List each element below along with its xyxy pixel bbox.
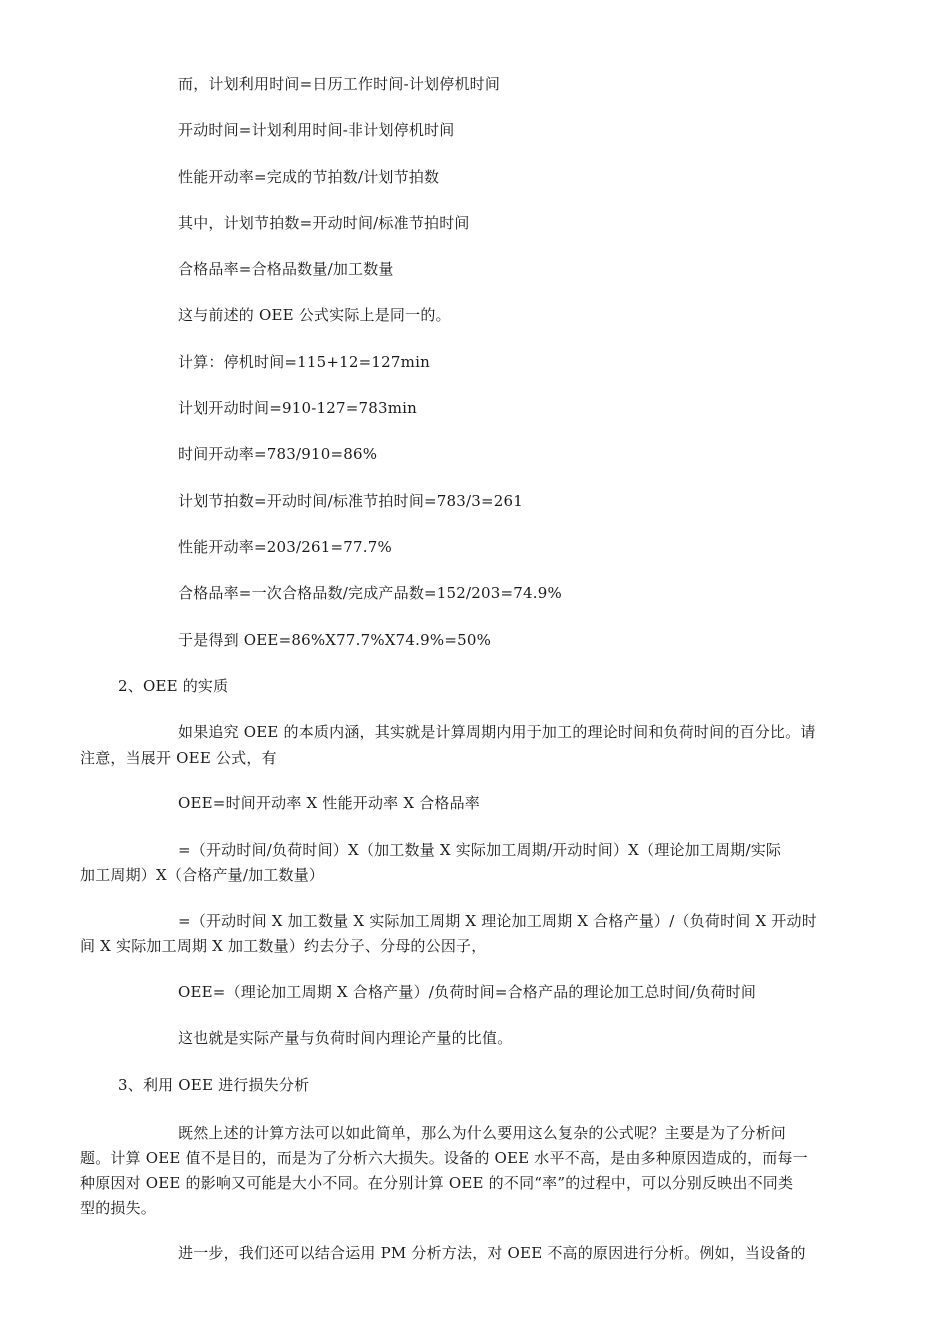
text-line: 时间开动率=783/910=86% — [178, 445, 378, 463]
text-line: 性能开动率=203/261=77.7% — [178, 538, 392, 556]
text-line: 计划节拍数=开动时间/标准节拍时间=783/3=261 — [178, 492, 524, 510]
section-heading: 3、利用 OEE 进行损失分析 — [118, 1076, 310, 1094]
text-line: 这也就是实际产量与负荷时间内理论产量的比值。 — [178, 1029, 513, 1047]
text-line: 于是得到 OEE=86%X77.7%X74.9%=50% — [178, 631, 492, 649]
paragraph-line: 如果追究 OEE 的本质内涵，其实就是计算周期内用于加工的理论时间和负荷时间的百分比。请 — [178, 723, 816, 741]
text-line: 计算：停机时间=115+12=127min — [178, 353, 430, 371]
text-line: 合格品率=一次合格品数/完成产品数=152/203=74.9% — [178, 584, 562, 602]
formula-line: =（开动时间 X 加工数量 X 实际加工周期 X 理论加工周期 X 合格产量）/（负荷时间 X 开动时 — [178, 912, 817, 930]
formula-line: 间 X 实际加工周期 X 加工数量）约去分子、分母的公因子， — [80, 937, 487, 955]
formula-line: 加工周期）X（合格产量/加工数量） — [80, 866, 325, 884]
text-line: 计划开动时间=910-127=783min — [178, 399, 417, 417]
paragraph-line: 种原因对 OEE 的影响又可能是大小不同。在分别计算 OEE 的不同“率”的过程中，可以分别反映出不同类 — [80, 1174, 794, 1192]
paragraph-line: 既然上述的计算方法可以如此简单，那么为什么要用这么复杂的公式呢？主要是为了分析问 — [178, 1124, 787, 1142]
paragraph-line: 题。计算 OEE 值不是目的，而是为了分析六大损失。设备的 OEE 水平不高，是由多种原因造成的，而每一 — [80, 1149, 808, 1167]
formula-line: =（开动时间/负荷时间）X（加工数量 X 实际加工周期/开动时间）X（理论加工周期/实际 — [178, 841, 782, 859]
text-line: 而，计划利用时间=日历工作时间-计划停机时间 — [178, 75, 501, 93]
text-line: 这与前述的 OEE 公式实际上是同一的。 — [178, 306, 451, 324]
text-line: 其中，计划节拍数=开动时间/标准节拍时间 — [178, 214, 470, 232]
paragraph-line: 型的损失。 — [80, 1199, 157, 1217]
paragraph-line: 进一步，我们还可以结合运用 PM 分析方法，对 OEE 不高的原因进行分析。例如，当设备的 — [178, 1244, 806, 1262]
formula-line: OEE=（理论加工周期 X 合格产量）/负荷时间=合格产品的理论加工总时间/负荷时间 — [178, 983, 757, 1001]
text-line: 开动时间=计划利用时间-非计划停机时间 — [178, 121, 455, 139]
paragraph-line: 注意，当展开 OEE 公式，有 — [80, 749, 277, 767]
formula-line: OEE=时间开动率 X 性能开动率 X 合格品率 — [178, 794, 480, 812]
text-line: 性能开动率=完成的节拍数/计划节拍数 — [178, 168, 440, 186]
text-line: 合格品率=合格品数量/加工数量 — [178, 260, 394, 278]
section-heading: 2、OEE 的实质 — [118, 677, 229, 695]
